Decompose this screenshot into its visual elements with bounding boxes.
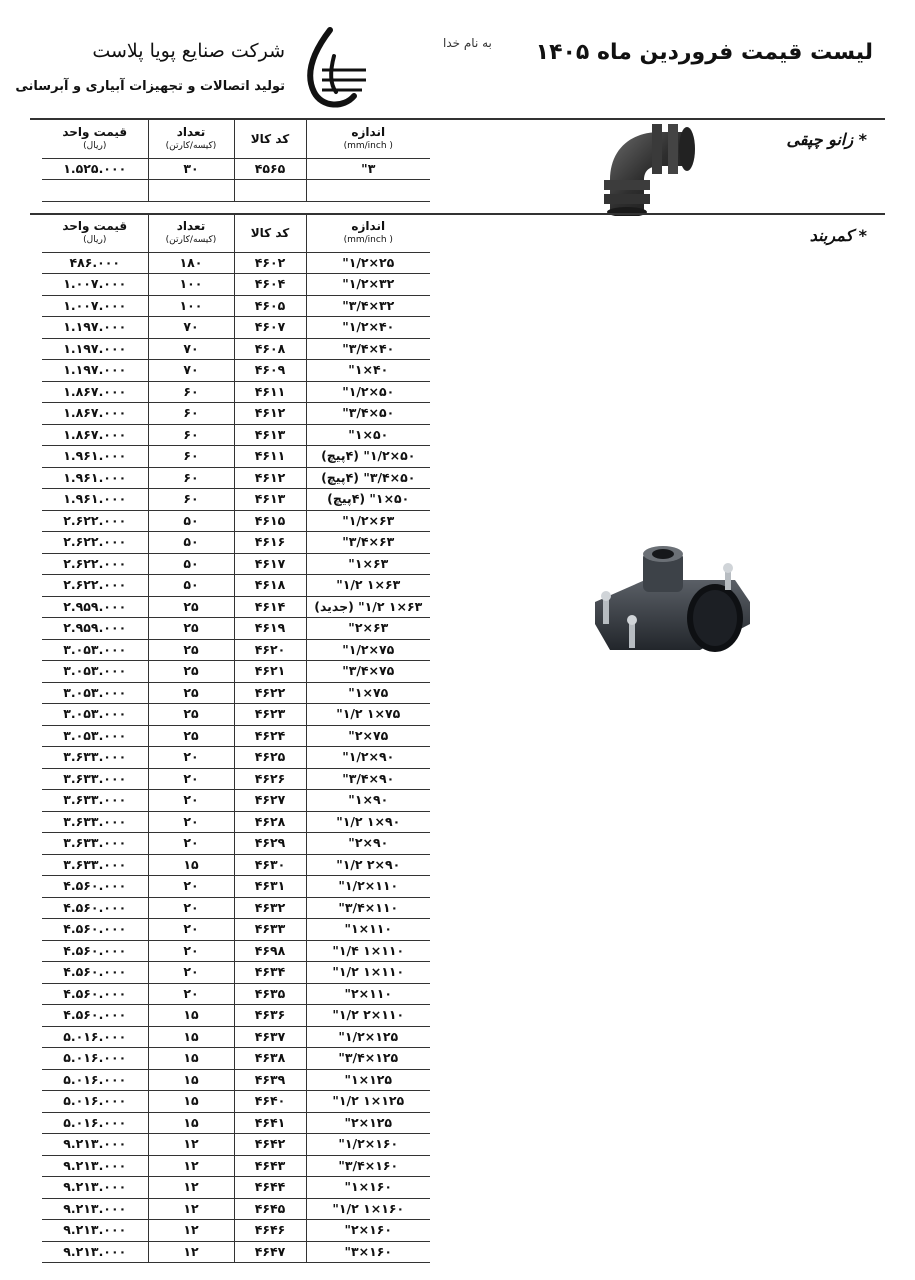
qty-cell: ۱۵ xyxy=(148,1112,234,1134)
header-size: اندازه ( mm/inch) xyxy=(306,214,430,252)
size-cell: ۹۰×۱" xyxy=(306,790,430,812)
code-cell: ۴۶۲۷ xyxy=(234,790,306,812)
table-row xyxy=(42,596,430,618)
size-cell: ۱۱۰×۱ ۱/۴" xyxy=(306,940,430,962)
price-cell: ۳.۰۵۳.۰۰۰ xyxy=(42,682,148,704)
table-row xyxy=(42,1112,430,1134)
company-name: شرکت صنایع پویا پلاست xyxy=(92,40,285,62)
price-cell: ۴.۵۶۰.۰۰۰ xyxy=(42,897,148,919)
code-cell: ۴۶۱۲ xyxy=(234,403,306,425)
table-row xyxy=(42,876,430,898)
price-cell: ۹.۲۱۳.۰۰۰ xyxy=(42,1220,148,1242)
size-cell: ۹۰×۲" xyxy=(306,833,430,855)
qty-cell: ۳۰ xyxy=(148,158,234,180)
code-cell: ۴۶۲۶ xyxy=(234,768,306,790)
code-cell: ۴۶۴۱ xyxy=(234,1112,306,1134)
table-row xyxy=(42,1048,430,1070)
table-row xyxy=(42,962,430,984)
price-cell: ۱.۸۶۷.۰۰۰ xyxy=(42,403,148,425)
qty-cell: ۱۵ xyxy=(148,1069,234,1091)
qty-cell: ۱۲ xyxy=(148,1155,234,1177)
code-cell: ۴۶۱۸ xyxy=(234,575,306,597)
table-row xyxy=(42,317,430,339)
qty-cell: ۱۲ xyxy=(148,1134,234,1156)
size-cell: ۳۲×۱/۲" xyxy=(306,274,430,296)
size-cell: ۵۰×۱/۲" xyxy=(306,381,430,403)
qty-cell: ۲۵ xyxy=(148,661,234,683)
table-row xyxy=(42,467,430,489)
code-cell: ۴۶۰۴ xyxy=(234,274,306,296)
size-cell: ۱۱۰×۳/۴" xyxy=(306,897,430,919)
size-cell: ۱۱۰×۱ ۱/۲" xyxy=(306,962,430,984)
company-logo-icon xyxy=(300,26,370,112)
price-cell: ۴۸۶.۰۰۰ xyxy=(42,252,148,274)
table-row xyxy=(42,1155,430,1177)
price-cell: ۴.۵۶۰.۰۰۰ xyxy=(42,962,148,984)
size-cell: ۷۵×۱" xyxy=(306,682,430,704)
size-cell: ۶۳×۳/۴" xyxy=(306,532,430,554)
table-row xyxy=(42,1220,430,1242)
price-cell: ۲.۹۵۹.۰۰۰ xyxy=(42,596,148,618)
code-cell: ۴۶۲۴ xyxy=(234,725,306,747)
size-cell xyxy=(306,180,430,202)
code-cell: ۴۶۲۵ xyxy=(234,747,306,769)
header-qty: تعداد (کیسه/کارتن) xyxy=(148,120,234,158)
price-cell: ۳.۶۳۳.۰۰۰ xyxy=(42,768,148,790)
qty-cell: ۱۰۰ xyxy=(148,274,234,296)
qty-cell: ۲۰ xyxy=(148,940,234,962)
code-cell: ۴۶۲۱ xyxy=(234,661,306,683)
header-qty: تعداد (کیسه/کارتن) xyxy=(148,214,234,252)
price-cell: ۲.۶۲۲.۰۰۰ xyxy=(42,510,148,532)
qty-cell: ۲۰ xyxy=(148,919,234,941)
qty-cell: ۶۰ xyxy=(148,467,234,489)
qty-cell: ۲۵ xyxy=(148,618,234,640)
qty-cell: ۵۰ xyxy=(148,510,234,532)
qty-cell: ۶۰ xyxy=(148,446,234,468)
table-row xyxy=(42,833,430,855)
size-cell: ۹۰×۱ ۱/۲" xyxy=(306,811,430,833)
price-table-elbow xyxy=(42,120,430,202)
qty-cell: ۱۲ xyxy=(148,1198,234,1220)
size-cell: ۵۰×۱" (۴پیچ) xyxy=(306,489,430,511)
table-row xyxy=(42,790,430,812)
qty-cell: ۲۵ xyxy=(148,596,234,618)
size-cell: ۶۳×۱ ۱/۲" (جدید) xyxy=(306,596,430,618)
code-cell: ۴۶۳۳ xyxy=(234,919,306,941)
price-cell: ۹.۲۱۳.۰۰۰ xyxy=(42,1241,148,1263)
price-cell: ۱.۹۶۱.۰۰۰ xyxy=(42,446,148,468)
table-row xyxy=(42,747,430,769)
code-cell: ۴۶۱۳ xyxy=(234,424,306,446)
code-cell: ۴۶۴۰ xyxy=(234,1091,306,1113)
qty-cell: ۲۵ xyxy=(148,639,234,661)
price-cell: ۱.۱۹۷.۰۰۰ xyxy=(42,338,148,360)
size-cell: ۶۳×۱" xyxy=(306,553,430,575)
section-title-elbow: * زانو چپقی xyxy=(786,130,867,149)
price-cell: ۵.۰۱۶.۰۰۰ xyxy=(42,1026,148,1048)
size-cell: ۱۱۰×۲" xyxy=(306,983,430,1005)
size-cell: ۱۱۰×۱/۲" xyxy=(306,876,430,898)
code-cell: ۴۶۱۱ xyxy=(234,446,306,468)
qty-cell: ۶۰ xyxy=(148,489,234,511)
size-cell: ۵۰×۱/۲" (۴پیچ) xyxy=(306,446,430,468)
qty-cell: ۲۰ xyxy=(148,962,234,984)
price-cell: ۴.۵۶۰.۰۰۰ xyxy=(42,940,148,962)
size-cell: ۵۰×۱" xyxy=(306,424,430,446)
table-row xyxy=(42,1026,430,1048)
size-cell: ۱۶۰×۱/۲" xyxy=(306,1134,430,1156)
size-cell: ۷۵×۱/۲" xyxy=(306,639,430,661)
code-cell: ۴۶۲۰ xyxy=(234,639,306,661)
code-cell: ۴۶۰۲ xyxy=(234,252,306,274)
table-row xyxy=(42,489,430,511)
code-cell: ۴۶۳۴ xyxy=(234,962,306,984)
table-row xyxy=(42,661,430,683)
size-cell: ۱۶۰×۲" xyxy=(306,1220,430,1242)
price-cell: ۹.۲۱۳.۰۰۰ xyxy=(42,1198,148,1220)
qty-cell: ۵۰ xyxy=(148,575,234,597)
size-cell: ۹۰×۱/۲" xyxy=(306,747,430,769)
table-row xyxy=(42,553,430,575)
size-cell: ۵۰×۳/۴" (۴پیچ) xyxy=(306,467,430,489)
qty-cell: ۲۰ xyxy=(148,983,234,1005)
elbow-fitting-image xyxy=(590,120,700,216)
price-cell: ۲.۹۵۹.۰۰۰ xyxy=(42,618,148,640)
size-cell: ۱۲۵×۱" xyxy=(306,1069,430,1091)
qty-cell: ۷۰ xyxy=(148,317,234,339)
table-row xyxy=(42,1177,430,1199)
price-cell: ۲.۶۲۲.۰۰۰ xyxy=(42,553,148,575)
table-row xyxy=(42,1069,430,1091)
price-cell: ۳.۶۳۳.۰۰۰ xyxy=(42,747,148,769)
qty-cell: ۲۰ xyxy=(148,833,234,855)
table-row xyxy=(42,618,430,640)
code-cell: ۴۶۲۳ xyxy=(234,704,306,726)
qty-cell: ۷۰ xyxy=(148,360,234,382)
price-cell: ۵.۰۱۶.۰۰۰ xyxy=(42,1091,148,1113)
qty-cell: ۶۰ xyxy=(148,424,234,446)
table-row xyxy=(42,446,430,468)
table-row xyxy=(42,1241,430,1263)
price-cell: ۲.۶۲۲.۰۰۰ xyxy=(42,575,148,597)
code-cell: ۴۶۱۹ xyxy=(234,618,306,640)
price-cell: ۴.۵۶۰.۰۰۰ xyxy=(42,1005,148,1027)
code-cell: ۴۶۳۰ xyxy=(234,854,306,876)
header-code: کد کالا xyxy=(234,120,306,158)
price-cell: ۱.۵۲۵.۰۰۰ xyxy=(42,158,148,180)
size-cell: ۴۰×۱/۲" xyxy=(306,317,430,339)
code-cell: ۴۶۴۶ xyxy=(234,1220,306,1242)
code-cell: ۴۶۴۴ xyxy=(234,1177,306,1199)
qty-cell: ۲۵ xyxy=(148,704,234,726)
header-size: اندازه ( mm/inch) xyxy=(306,120,430,158)
size-cell: ۱۲۵×۳/۴" xyxy=(306,1048,430,1070)
price-cell: ۱.۸۶۷.۰۰۰ xyxy=(42,424,148,446)
size-cell: ۱۲۵×۲" xyxy=(306,1112,430,1134)
code-cell: ۴۶۰۸ xyxy=(234,338,306,360)
table-row xyxy=(42,854,430,876)
table-row xyxy=(42,639,430,661)
table-row xyxy=(42,575,430,597)
price-table-clamp xyxy=(42,214,430,1263)
qty-cell: ۶۰ xyxy=(148,381,234,403)
code-cell: ۴۶۹۸ xyxy=(234,940,306,962)
qty-cell: ۵۰ xyxy=(148,553,234,575)
code-cell: ۴۶۴۵ xyxy=(234,1198,306,1220)
code-cell: ۴۶۴۷ xyxy=(234,1241,306,1263)
size-cell: ۲۵×۱/۲" xyxy=(306,252,430,274)
qty-cell: ۱۲ xyxy=(148,1220,234,1242)
price-cell: ۵.۰۱۶.۰۰۰ xyxy=(42,1048,148,1070)
qty-cell: ۱۵ xyxy=(148,1026,234,1048)
table-row xyxy=(42,360,430,382)
size-cell: ۷۵×۲" xyxy=(306,725,430,747)
table-row xyxy=(42,180,430,202)
price-cell: ۲.۶۲۲.۰۰۰ xyxy=(42,532,148,554)
qty-cell: ۲۰ xyxy=(148,811,234,833)
price-cell: ۱.۰۰۷.۰۰۰ xyxy=(42,274,148,296)
size-cell: ۱۶۰×۱" xyxy=(306,1177,430,1199)
qty-cell: ۲۰ xyxy=(148,747,234,769)
qty-cell: ۱۵ xyxy=(148,854,234,876)
size-cell: ۹۰×۳/۴" xyxy=(306,768,430,790)
price-cell: ۱.۹۶۱.۰۰۰ xyxy=(42,489,148,511)
price-cell: ۱.۹۶۱.۰۰۰ xyxy=(42,467,148,489)
price-cell: ۱.۰۰۷.۰۰۰ xyxy=(42,295,148,317)
price-cell: ۳.۶۳۳.۰۰۰ xyxy=(42,833,148,855)
qty-cell: ۱۵ xyxy=(148,1005,234,1027)
qty-cell: ۱۵ xyxy=(148,1048,234,1070)
qty-cell: ۱۰۰ xyxy=(148,295,234,317)
table-row xyxy=(42,1005,430,1027)
code-cell: ۴۶۱۴ xyxy=(234,596,306,618)
code-cell: ۴۶۰۵ xyxy=(234,295,306,317)
code-cell: ۴۶۳۸ xyxy=(234,1048,306,1070)
size-cell: ۷۵×۳/۴" xyxy=(306,661,430,683)
code-cell: ۴۵۶۵ xyxy=(234,158,306,180)
size-cell: ۱۱۰×۱" xyxy=(306,919,430,941)
price-cell: ۴.۵۶۰.۰۰۰ xyxy=(42,919,148,941)
size-cell: ۳" xyxy=(306,158,430,180)
qty-cell: ۱۵ xyxy=(148,1091,234,1113)
price-cell: ۳.۰۵۳.۰۰۰ xyxy=(42,639,148,661)
table-row xyxy=(42,811,430,833)
table-row xyxy=(42,768,430,790)
qty-cell: ۲۰ xyxy=(148,790,234,812)
code-cell: ۴۶۱۷ xyxy=(234,553,306,575)
table-row xyxy=(42,403,430,425)
size-cell: ۱۲۵×۱ ۱/۲" xyxy=(306,1091,430,1113)
price-cell: ۳.۰۵۳.۰۰۰ xyxy=(42,661,148,683)
code-cell: ۴۶۱۳ xyxy=(234,489,306,511)
price-cell: ۵.۰۱۶.۰۰۰ xyxy=(42,1069,148,1091)
qty-cell: ۱۲ xyxy=(148,1241,234,1263)
size-cell: ۶۳×۱/۲" xyxy=(306,510,430,532)
qty-cell: ۷۰ xyxy=(148,338,234,360)
qty-cell: ۶۰ xyxy=(148,403,234,425)
code-cell: ۴۶۴۳ xyxy=(234,1155,306,1177)
size-cell: ۱۲۵×۱/۲" xyxy=(306,1026,430,1048)
size-cell: ۶۳×۲" xyxy=(306,618,430,640)
code-cell: ۴۶۳۹ xyxy=(234,1069,306,1091)
table-row xyxy=(42,1198,430,1220)
page-title: لیست قیمت فروردین ماه ۱۴۰۵ xyxy=(535,40,873,65)
price-cell: ۴.۵۶۰.۰۰۰ xyxy=(42,876,148,898)
price-cell xyxy=(42,180,148,202)
table-row xyxy=(42,295,430,317)
price-cell: ۹.۲۱۳.۰۰۰ xyxy=(42,1155,148,1177)
header-price: قیمت واحد (ریال) xyxy=(42,120,148,158)
size-cell: ۱۶۰×۱ ۱/۲" xyxy=(306,1198,430,1220)
section-title-clamp: * کمربند xyxy=(809,226,867,245)
size-cell: ۵۰×۳/۴" xyxy=(306,403,430,425)
size-cell: ۴۰×۳/۴" xyxy=(306,338,430,360)
qty-cell: ۱۸۰ xyxy=(148,252,234,274)
table-row xyxy=(42,725,430,747)
code-cell: ۴۶۳۵ xyxy=(234,983,306,1005)
code-cell: ۴۶۲۲ xyxy=(234,682,306,704)
qty-cell: ۲۰ xyxy=(148,897,234,919)
qty-cell: ۲۰ xyxy=(148,768,234,790)
size-cell: ۱۱۰×۲ ۱/۲" xyxy=(306,1005,430,1027)
table-row xyxy=(42,897,430,919)
table-row xyxy=(42,682,430,704)
price-cell: ۳.۶۳۳.۰۰۰ xyxy=(42,790,148,812)
qty-cell xyxy=(148,180,234,202)
table-row xyxy=(42,510,430,532)
qty-cell: ۲۵ xyxy=(148,725,234,747)
code-cell: ۴۶۳۲ xyxy=(234,897,306,919)
table-row xyxy=(42,158,430,180)
qty-cell: ۱۲ xyxy=(148,1177,234,1199)
table-row xyxy=(42,532,430,554)
table-row xyxy=(42,983,430,1005)
code-cell: ۴۶۴۲ xyxy=(234,1134,306,1156)
table-row xyxy=(42,274,430,296)
price-cell: ۹.۲۱۳.۰۰۰ xyxy=(42,1177,148,1199)
table-row xyxy=(42,338,430,360)
code-cell: ۴۶۱۱ xyxy=(234,381,306,403)
table-row xyxy=(42,704,430,726)
price-cell: ۳.۰۵۳.۰۰۰ xyxy=(42,704,148,726)
table-row xyxy=(42,1134,430,1156)
table-row xyxy=(42,919,430,941)
table-row xyxy=(42,381,430,403)
header-price: قیمت واحد (ریال) xyxy=(42,214,148,252)
code-cell: ۴۶۳۶ xyxy=(234,1005,306,1027)
price-cell: ۳.۶۳۳.۰۰۰ xyxy=(42,854,148,876)
code-cell: ۴۶۳۱ xyxy=(234,876,306,898)
price-cell: ۹.۲۱۳.۰۰۰ xyxy=(42,1134,148,1156)
code-cell: ۴۶۲۸ xyxy=(234,811,306,833)
size-cell: ۱۶۰×۳" xyxy=(306,1241,430,1263)
company-slogan: تولید اتصالات و تجهیزات آبیاری و آبرسانی xyxy=(15,79,285,94)
table-row xyxy=(42,1091,430,1113)
price-cell: ۱.۱۹۷.۰۰۰ xyxy=(42,360,148,382)
size-cell: ۹۰×۲ ۱/۲" xyxy=(306,854,430,876)
price-cell: ۳.۶۳۳.۰۰۰ xyxy=(42,811,148,833)
code-cell: ۴۶۱۶ xyxy=(234,532,306,554)
size-cell: ۶۳×۱ ۱/۲" xyxy=(306,575,430,597)
bismillah-text: به نام خدا xyxy=(443,36,492,50)
qty-cell: ۵۰ xyxy=(148,532,234,554)
size-cell: ۱۶۰×۳/۴" xyxy=(306,1155,430,1177)
price-cell: ۱.۱۹۷.۰۰۰ xyxy=(42,317,148,339)
price-cell: ۳.۰۵۳.۰۰۰ xyxy=(42,725,148,747)
price-cell: ۱.۸۶۷.۰۰۰ xyxy=(42,381,148,403)
code-cell: ۴۶۳۷ xyxy=(234,1026,306,1048)
code-cell: ۴۶۰۹ xyxy=(234,360,306,382)
code-cell: ۴۶۱۵ xyxy=(234,510,306,532)
qty-cell: ۲۵ xyxy=(148,682,234,704)
code-cell: ۴۶۲۹ xyxy=(234,833,306,855)
table-row xyxy=(42,940,430,962)
price-cell: ۵.۰۱۶.۰۰۰ xyxy=(42,1112,148,1134)
size-cell: ۴۰×۱" xyxy=(306,360,430,382)
price-cell: ۴.۵۶۰.۰۰۰ xyxy=(42,983,148,1005)
code-cell: ۴۶۱۲ xyxy=(234,467,306,489)
size-cell: ۷۵×۱ ۱/۲" xyxy=(306,704,430,726)
header-code: کد کالا xyxy=(234,214,306,252)
code-cell xyxy=(234,180,306,202)
size-cell: ۳۲×۳/۴" xyxy=(306,295,430,317)
table-row xyxy=(42,252,430,274)
qty-cell: ۲۰ xyxy=(148,876,234,898)
code-cell: ۴۶۰۷ xyxy=(234,317,306,339)
clamp-saddle-image xyxy=(585,540,760,670)
table-row xyxy=(42,424,430,446)
